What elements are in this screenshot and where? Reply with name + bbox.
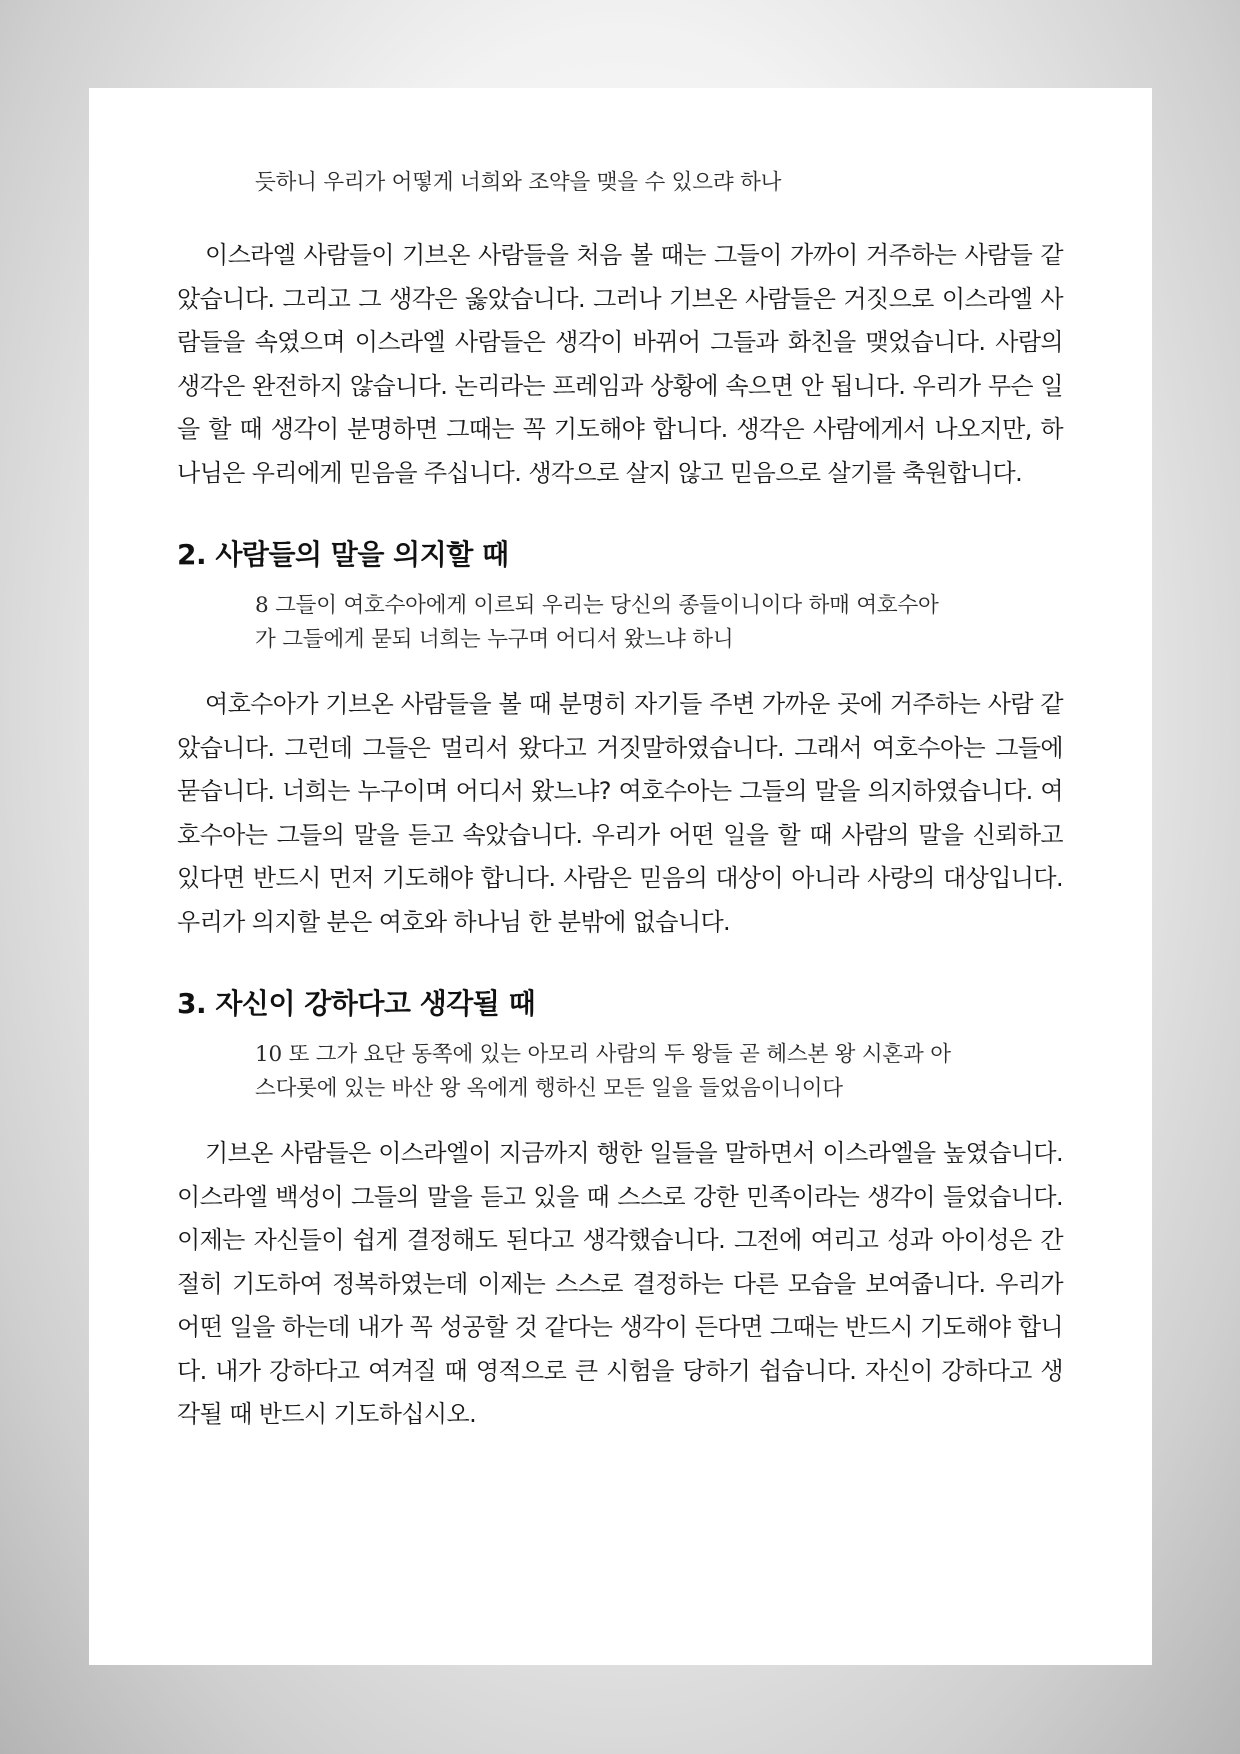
section-3-paragraph: 기브온 사람들은 이스라엘이 지금까지 행한 일들을 말하면서 이스라엘을 높였습니다. 이스라엘 백성이 그들의 말을 듣고 있을 때 스스로 강한 민족이라는 생각이 들었습니다. 이제는 자신들이 쉽게 결정해도 된다고 생각했습니다. 그전에 여리고 성과 아이성은 간절히 기도하여 정복하였는데 이제는 스스로 결정하는 다른 모습을 보여줍니다. 우리가 어떤 일을 하는데 내가 꼭 성공할 것 같다는 생각이 든다면 그때는 반드시 기도해야 합니다. 내가 강하다고 여겨질 때 영적으로 큰 시험을 당하기 쉽습니다. 자신이 강하다고 생각될 때 반드시 기도하십시오.: [177, 1139, 1063, 1428]
page-content: [177, 166, 1063, 1437]
section-2-paragraph: 여호수아가 기브온 사람들을 볼 때 분명히 자기들 주변 가까운 곳에 거주하는 사람 같았습니다. 그런데 그들은 멀리서 왔다고 거짓말하였습니다. 그래서 여호수아는 그들에 묻습니다. 너희는 누구이며 어디서 왔느냐? 여호수아는 그들의 말을 의지하였습니다. 여호수아는 그들의 말을 듣고 속았습니다. 우리가 어떤 일을 할 때 사람의 말을 신뢰하고 있다면 반드시 먼저 기도해야 합니다. 사람은 믿음의 대상이 아니라 사랑의 대상입니다. 우리가 의지할 분은 여호와 하나님 한 분밖에 없습니다.: [177, 690, 1063, 936]
paragraph-1: 이스라엘 사람들이 기브온 사람들을 처음 볼 때는 그들이 가까이 거주하는 사람들 같았습니다. 그리고 그 생각은 옳았습니다. 그러나 기브온 사람들은 거짓으로 이스라엘 사람들을 속였으며 이스라엘 사람들은 생각이 바뀌어 그들과 화친을 맺었습니다. 사람의 생각은 완전하지 않습니다. 논리라는 프레임과 상황에 속으면 안 됩니다. 우리가 무슨 일을 할 때 생각이 분명하면 그때는 꼭 기도해야 합니다. 생각은 사람에게서 나오지만, 하나님은 우리에게 믿음을 주십니다. 생각으로 살지 않고 믿음으로 살기를 축원합니다.: [177, 241, 1063, 487]
intro-verse: 듯하니 우리가 어떻게 너희와 조약을 맺을 수 있으랴 하나: [255, 170, 782, 195]
document-page: [89, 88, 1152, 1665]
section-2-verse: 8 그들이 여호수아에게 이르되 우리는 당신의 종들이니이다 하매 여호수아 가 그들에게 묻되 너희는 누구며 어디서 왔느냐 하니: [255, 593, 939, 652]
section-3-verse: 10 또 그가 요단 동쪽에 있는 아모리 사람의 두 왕들 곧 헤스본 왕 시혼과 아 스다롯에 있는 바산 왕 옥에게 행하신 모든 일을 들었음이니이다: [255, 1042, 951, 1101]
section-3-heading: 3. 자신이 강하다고 생각될 때: [177, 987, 536, 1020]
section-2-heading: 2. 사람들의 말을 의지할 때: [177, 538, 509, 571]
